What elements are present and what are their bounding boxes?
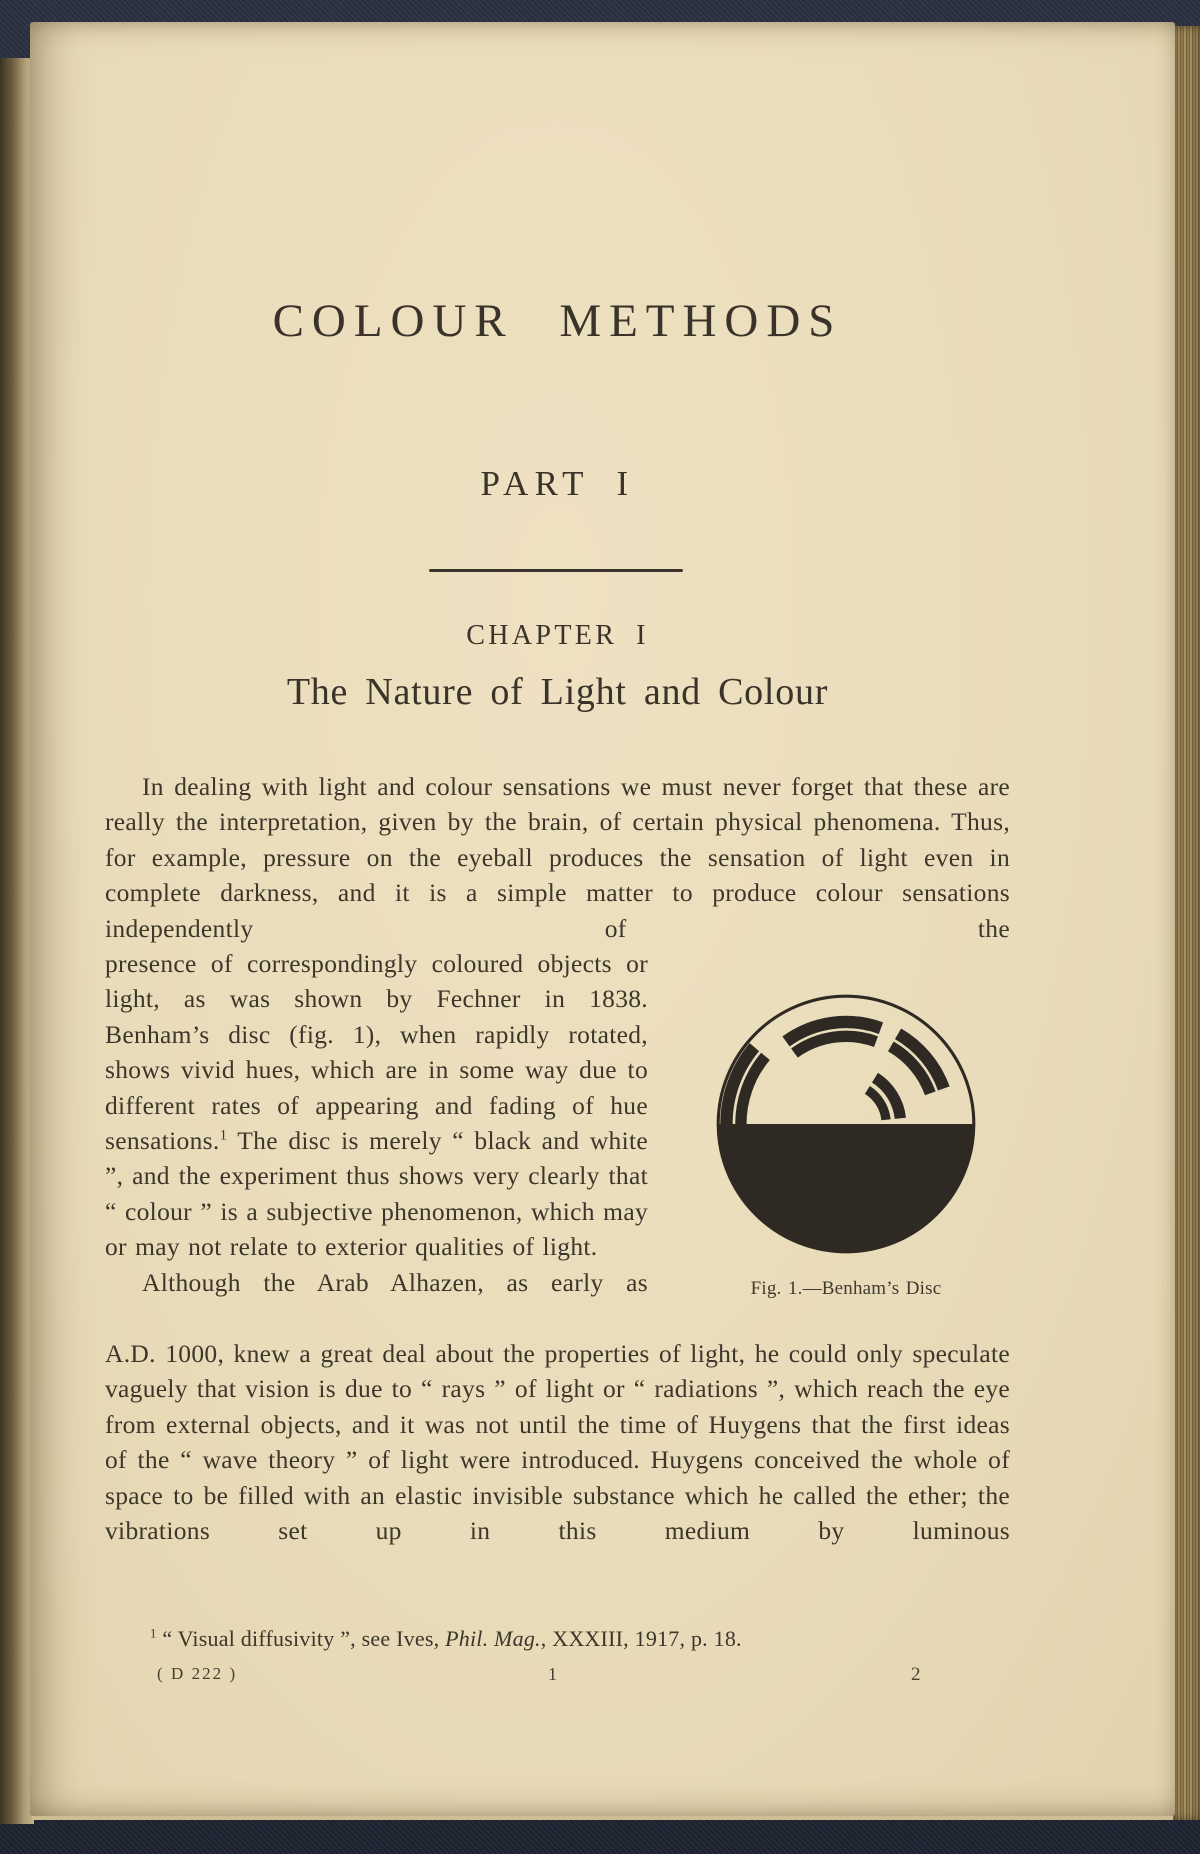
footnote: [150, 1626, 1050, 1652]
page-edge-stack: [1172, 26, 1200, 1820]
benhams-disc-figure: [712, 990, 980, 1306]
footnote-reference: 1: [219, 1127, 228, 1144]
page-number: 1: [548, 1664, 557, 1684]
paragraph-2-wide: A.D. 1000, knew a great deal about the properties of light, he could only speculate vaguely that vision is due to “ rays ” of light or “ radiations ”, which reach the eye from external objects, and it was not until the time of Huygens that the first ideas of the “ wave theory ” of light were introduced. Huygens conceived the whole of space to be filled with an elastic invisible substance which he called the ether; the vibrations set up in this medium by luminous: [105, 1339, 1010, 1546]
chapter-heading: CHAPTER I: [466, 620, 649, 651]
text-and-figure-row: [105, 946, 1010, 1334]
paragraph-1-narrow-text: presence of correspondingly coloured objects or light, as was shown by Fechner in 1838. Benham’s disc (fig. 1), when rapidly rotated, shows vivid hues, which are in some way due to different rates of appearing and fading of hue sensations.: [105, 949, 648, 1156]
footnote-text-end: , XXXIII, 1917, p. 18.: [540, 1626, 742, 1651]
book-title: COLOUR METHODS: [272, 295, 843, 347]
page-footer: [105, 1664, 1010, 1690]
paragraph-1-narrow: [105, 946, 648, 1265]
left-page-edge: [0, 58, 34, 1824]
part-heading: PART I: [480, 464, 635, 503]
figure-caption: Fig. 1.—Benham’s Disc: [750, 1278, 942, 1300]
divider-rule: [429, 569, 683, 572]
printers-mark: ( D 222 ): [157, 1664, 238, 1683]
benhams-disc-icon: [712, 990, 980, 1258]
body-text: [105, 769, 1010, 1548]
footnote-marker: 1: [150, 1626, 157, 1641]
signature-mark: 2: [911, 1664, 921, 1685]
footnote-journal: Phil. Mag.: [445, 1626, 541, 1651]
paragraph-1-narrow-text-after-ref: The disc is merely “ black and white ”, and the experiment thus shows very clearly that “ colour ” is a subjective phenomenon, which may or may not relate to exterior qualities of light.: [105, 1126, 648, 1262]
wrapped-text-column: [105, 946, 648, 1300]
paragraph-1-wide: In dealing with light and colour sensations we must never forget that these are really the interpretation, given by the brain, of certain physical phenomena. Thus, for example, pressure on the eyeball produces the sensation of light even in complete darkness, and it is a simple matter to produce colour sensations independently of the: [105, 772, 1010, 943]
chapter-title: The Nature of Light and Colour: [286, 671, 829, 713]
book-page: [30, 22, 1175, 1816]
footnote-text: “ Visual diffusivity ”, see Ives,: [156, 1626, 446, 1651]
paragraph-2-start: Although the Arab Alhazen, as early as: [142, 1267, 648, 1297]
